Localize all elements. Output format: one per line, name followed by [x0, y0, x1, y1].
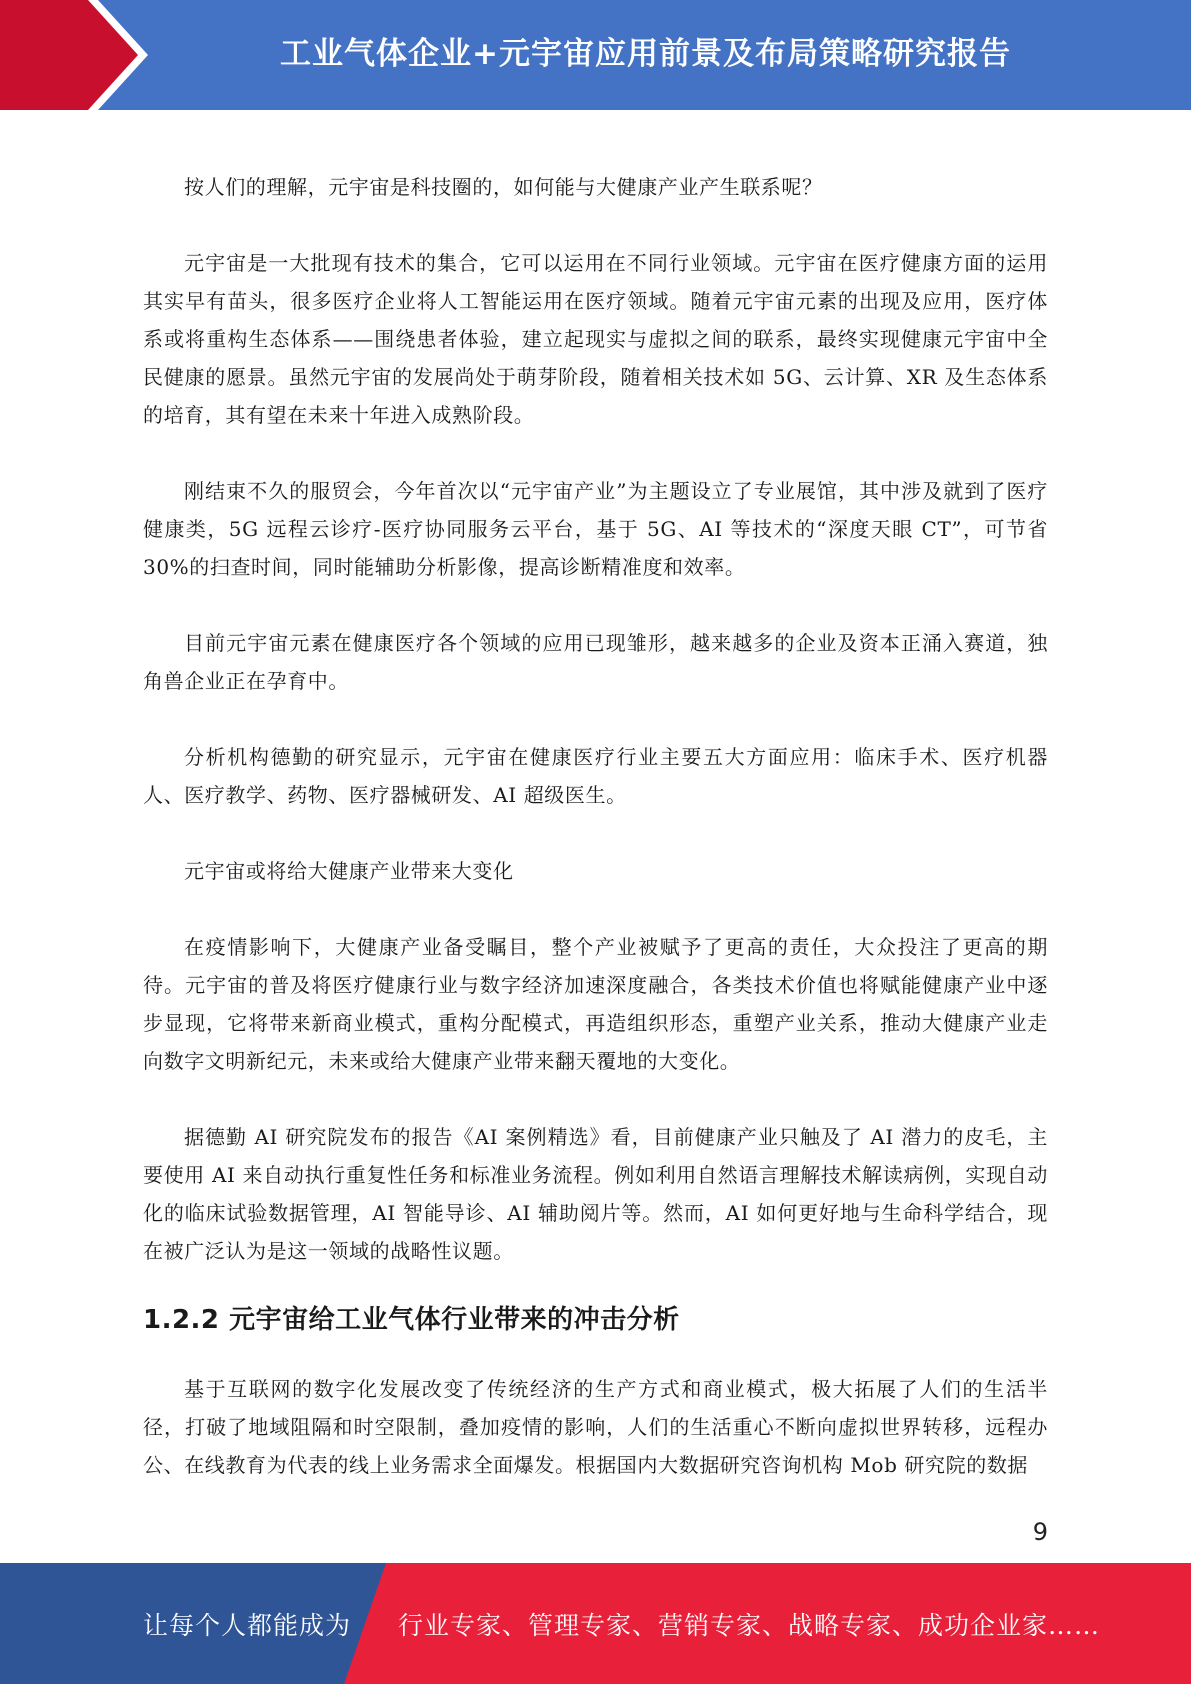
subheading-paragraph: 元宇宙或将给大健康产业带来大变化 [184, 859, 514, 883]
page-header [0, 0, 1191, 110]
page-number: 9 [1032, 1518, 1048, 1546]
paragraph: 据德勤 AI 研究院发布的报告《AI 案例精选》看，目前健康产业只触及了 AI 潜力的皮毛，主要使用 AI 来自动执行重复性任务和标准业务流程。例如利用自然语言理解技术解读病例，实现自动化的临床试验数据管理，AI 智能导诊、AI 辅助阅片等。然而，AI 如何更好地与生命科学结合，现在被广泛认为是这一领域的战略性议题。 [143, 1125, 1048, 1263]
report-title: 工业气体企业+元宇宙应用前景及布局策略研究报告 [280, 35, 1011, 72]
paragraph: 元宇宙是一大批现有技术的集合，它可以运用在不同行业领域。元宇宙在医疗健康方面的运用其实早有苗头，很多医疗企业将人工智能运用在医疗领域。随着元宇宙元素的出现及应用，医疗体系或将重构生态体系——围绕患者体验，建立起现实与虚拟之间的联系，最终实现健康元宇宙中全民健康的愿景。虽然元宇宙的发展尚处于萌芽阶段，随着相关技术如 5G、云计算、XR 及生态体系的培育，其有望在未来十年进入成熟阶段。 [143, 251, 1048, 427]
page-footer [0, 1563, 1191, 1684]
paragraph: 目前元宇宙元素在健康医疗各个领域的应用已现雏形，越来越多的企业及资本正涌入赛道，独角兽企业正在孕育中。 [143, 631, 1048, 693]
footer-slogan-right: 行业专家、管理专家、营销专家、战略专家、成功企业家…… [398, 1610, 1101, 1640]
paragraph: 基于互联网的数字化发展改变了传统经济的生产方式和商业模式，极大拓展了人们的生活半径，打破了地域阻隔和时空限制，叠加疫情的影响，人们的生活重心不断向虚拟世界转移，远程办公、在线教育为代表的线上业务需求全面爆发。根据国内大数据研究咨询机构 Mob 研究院的数据 [143, 1377, 1048, 1477]
section-heading: 1.2.2 元宇宙给工业气体行业带来的冲击分析 [143, 1305, 680, 1335]
header-arrow-icon [0, 0, 160, 110]
paragraph: 按人们的理解，元宇宙是科技圈的，如何能与大健康产业产生联系呢？ [184, 175, 823, 199]
footer-slogan-left: 让每个人都能成为 [143, 1610, 352, 1640]
header-arrow-shape [0, 0, 138, 110]
paragraph: 刚结束不久的服贸会，今年首次以“元宇宙产业”为主题设立了专业展馆，其中涉及就到了医疗健康类，5G 远程云诊疗-医疗协同服务云平台，基于 5G、AI 等技术的“深度天眼 CT”，可节省 30%的扫查时间，同时能辅助分析影像，提高诊断精准度和效率。 [143, 479, 1048, 579]
paragraph: 分析机构德勤的研究显示，元宇宙在健康医疗行业主要五大方面应用：临床手术、医疗机器人、医疗教学、药物、医疗器械研发、AI 超级医生。 [143, 745, 1048, 807]
paragraph: 在疫情影响下，大健康产业备受瞩目，整个产业被赋予了更高的责任，大众投注了更高的期待。元宇宙的普及将医疗健康行业与数字经济加速深度融合，各类技术价值也将赋能健康产业中逐步显现，它将带来新商业模式，重构分配模式，再造组织形态，重塑产业关系，推动大健康产业走向数字文明新纪元，未来或给大健康产业带来翻天覆地的大变化。 [143, 935, 1048, 1073]
main-content [143, 168, 1048, 1522]
